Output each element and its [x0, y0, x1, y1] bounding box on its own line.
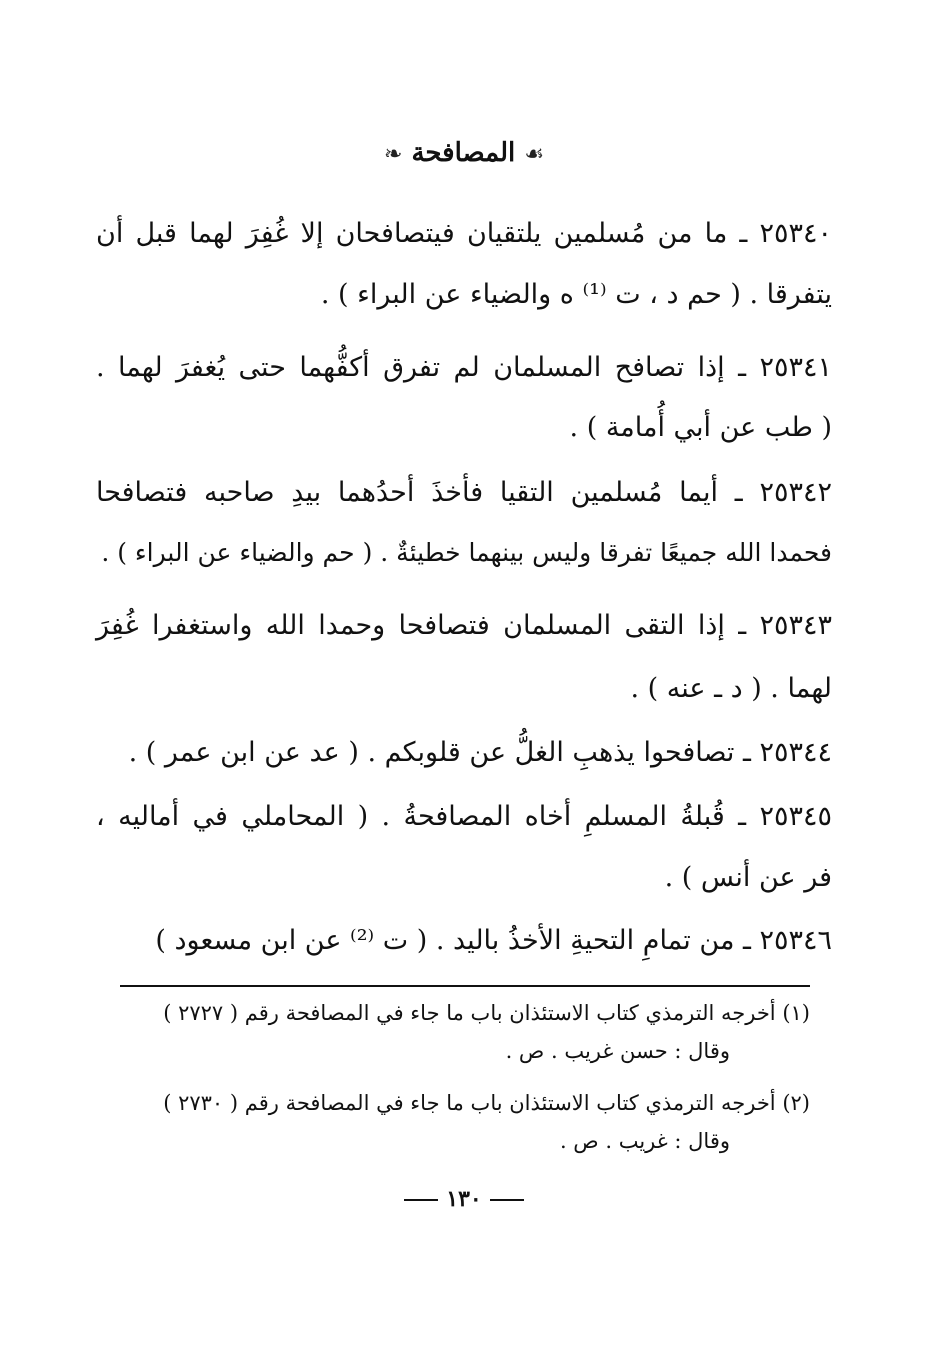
footnote-line: وقال : حسن غريب . ص . — [505, 1039, 730, 1063]
chapter-heading — [0, 138, 928, 168]
hadith-line: فحمدا الله جميعًا تفرقا وليس بينهما خطيئةٌ . ( حم والضياء عن البراء ) . — [101, 538, 832, 567]
hadith-line: لهما . ( د ـ عنه ) . — [630, 673, 832, 704]
hadith-line: ٢٥٣٤٢ ـ أيما مُسلمين التقيا فأخذَ أحدُهما بيدِ صاحبه فتصافحا — [96, 477, 832, 508]
hadith-line: ٢٥٣٤٣ ـ إذا التقى المسلمان فتصافحا وحمدا الله واستغفرا غُفِرَ — [96, 610, 832, 641]
hadith-line: ( طب عن أبي أُمامة ) . — [569, 412, 832, 443]
hadith-line: ٢٥٣٤١ ـ إذا تصافح المسلمان لم تفرق أكفُّهما حتى يُغفرَ لهما . — [96, 352, 832, 383]
page-number-value: ١٣٠ — [446, 1186, 482, 1212]
footnote-line: (١) أخرجه الترمذي كتاب الاستئذان باب ما جاء في المصافحة رقم ( ٢٧٢٧ ) — [163, 1001, 810, 1025]
footnote-line: وقال : غريب . ص . — [559, 1129, 730, 1153]
page-number-dash — [490, 1199, 524, 1201]
hadith-line: فر عن أنس ) . — [664, 862, 832, 893]
hadith-line: ٢٥٣٤٦ ـ من تمامِ التحيةِ الأخذُ باليد . ( ت ⁽²⁾ عن ابن مسعود ) — [155, 925, 832, 956]
page-number — [0, 1186, 928, 1212]
hadith-line: ٢٥٣٤٠ ـ ما من مُسلمين يلتقيان فيتصافحان إلا غُفِرَ لهما قبل أن — [96, 218, 832, 249]
hadith-line: ٢٥٣٤٥ ـ قُبلةُ المسلمِ أخاه المصافحةُ . ( المحاملي في أماليه ، — [96, 801, 832, 832]
chapter-title: المصافحة — [411, 138, 516, 168]
ornament-right-icon: ☙ — [524, 142, 545, 167]
page-number-dash — [404, 1199, 438, 1201]
hadith-line: ٢٥٣٤٤ ـ تصافحوا يذهبِ الغلُّ عن قلوبكم . ( عد عن ابن عمر ) . — [128, 737, 832, 768]
ornament-left-icon: ❧ — [383, 142, 403, 167]
footnote-divider — [120, 985, 810, 987]
footnote-line: (٢) أخرجه الترمذي كتاب الاستئذان باب ما جاء في المصافحة رقم ( ٢٧٣٠ ) — [163, 1091, 810, 1115]
hadith-line: يتفرقا . ( حم د ، ت ⁽¹⁾ ه والضياء عن البراء ) . — [320, 279, 832, 310]
